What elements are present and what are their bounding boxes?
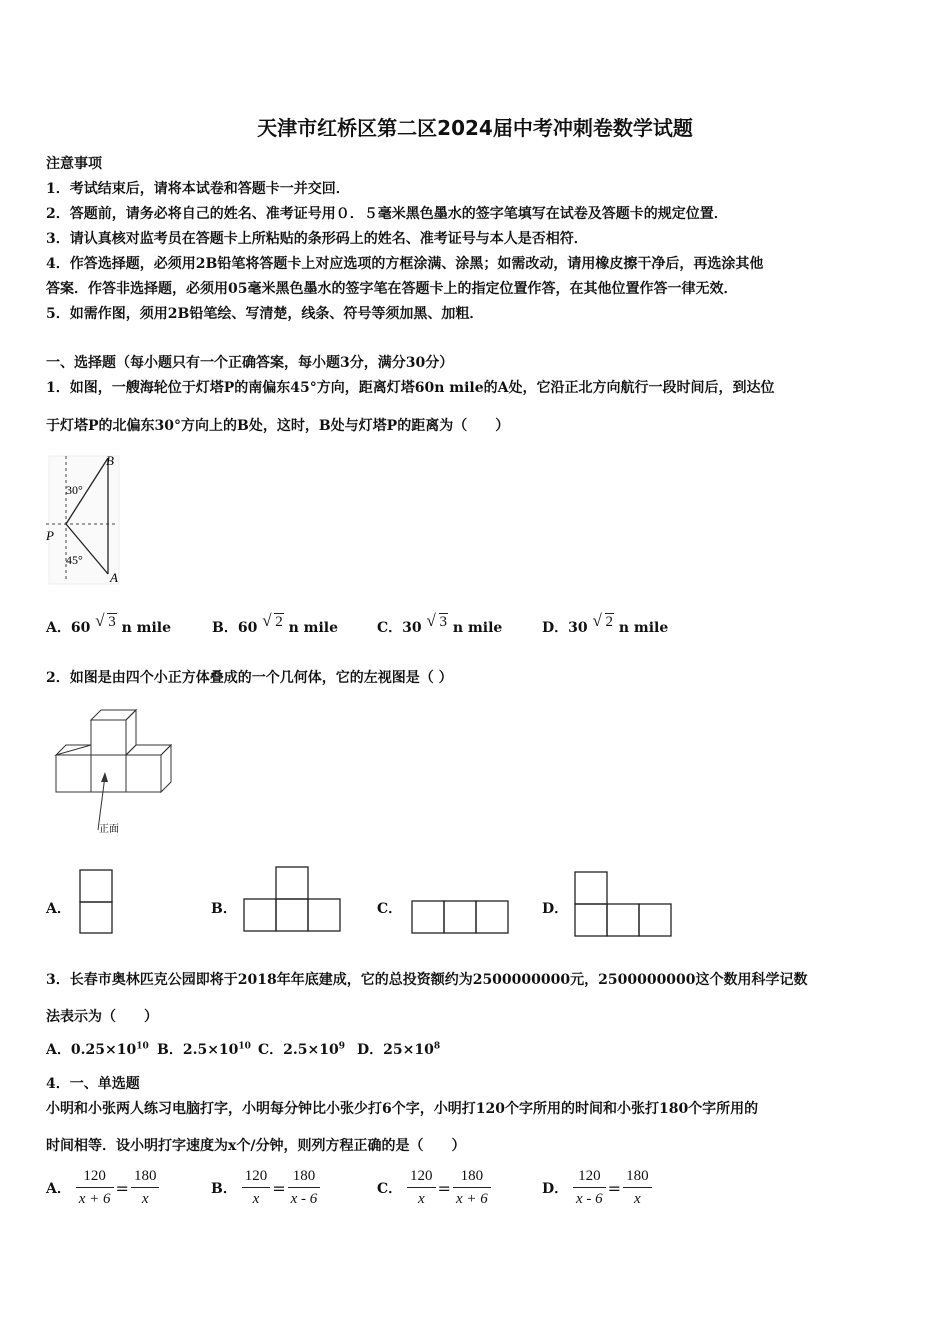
question-4-text: 时间相等．设小明打字速度为x个/分钟，则列方程正确的是（ ） <box>46 1138 466 1154</box>
notice-item: 2．答题前，请务必将自己的姓名、准考证号用０．５毫米黑色墨水的签字笔填写在试卷及答题卡的规定位置． <box>46 206 728 222</box>
question-2-option-a[interactable]: A． <box>46 901 71 917</box>
question-4-option-a[interactable]: A． $\frac{120}{x + 6}$ = $\frac{180}{x}$ <box>46 1168 159 1208</box>
sqrt-symbol: √ 3 <box>426 611 448 630</box>
figure-angle-45: 45° <box>66 553 83 567</box>
fraction: $\frac{120}{x + 6}$ <box>76 1168 114 1208</box>
fraction: $\frac{180}{x + 6}$ <box>453 1168 491 1208</box>
sqrt-symbol: √ 3 <box>95 611 116 630</box>
option-d-view <box>574 871 674 938</box>
option-c-view <box>411 900 511 936</box>
notice-item: 答案．作答非选择题，必须用05毫米黑色墨水的签字笔在答题卡上的指定位置作答，在其他位置作答一律无效． <box>46 281 738 297</box>
question-1-option-c[interactable]: C．30 √ 3 n mile <box>377 611 503 636</box>
fraction: $\frac{180}{x}$ <box>131 1168 160 1208</box>
fraction: $\frac{120}{x - 6}$ <box>573 1168 606 1208</box>
question-4-option-b[interactable]: B． $\frac{120}{x}$ = $\frac{180}{x - 6}$ <box>211 1168 320 1208</box>
question-1-option-a[interactable]: A．60 √ 3 n mile <box>46 611 172 636</box>
fraction: $\frac{120}{x}$ <box>242 1168 271 1208</box>
question-1-text: 1．如图，一艘海轮位于灯塔P的南偏东45°方向，距离灯塔60n mile的A处，它沿正北方向航行一段时间后，到达位 <box>46 380 775 396</box>
question-3-option-c[interactable]: C．$2.5\times 10^9$ <box>258 1041 345 1058</box>
fraction: $\frac{120}{x}$ <box>407 1168 436 1208</box>
question-2-option-c[interactable]: C． <box>377 901 403 917</box>
notice-item: 4．作答选择题，必须用2B铅笔将答题卡上对应选项的方框涂满、涂黑；如需改动，请用橡皮擦干净后，再选涂其他 <box>46 256 764 272</box>
notice-item: 5．如需作图，须用2B铅笔绘、写清楚，线条、符号等须加黑、加粗． <box>46 306 484 322</box>
question-4-option-d[interactable]: D． $\frac{120}{x - 6}$ = $\frac{180}{x}$ <box>542 1168 652 1208</box>
notice-item: 3．请认真核对监考员在答题卡上所粘贴的条形码上的姓名、准考证号与本人是否相符． <box>46 231 588 247</box>
question-2-figure <box>50 708 180 838</box>
question-1-option-d[interactable]: D．30 √ 2 n mile <box>542 611 669 636</box>
figure-label-p: P <box>46 528 54 543</box>
fraction: $\frac{180}{x}$ <box>623 1168 652 1208</box>
sqrt-symbol: √ 2 <box>592 611 613 630</box>
fraction: $\frac{180}{x - 6}$ <box>288 1168 321 1208</box>
question-3-option-d[interactable]: D．$25\times 10^8$ <box>357 1041 441 1058</box>
option-b-view <box>243 866 343 934</box>
option-a-view <box>79 869 115 935</box>
question-4-option-c[interactable]: C． $\frac{120}{x}$ = $\frac{180}{x + 6}$ <box>377 1168 491 1208</box>
question-1-text: 于灯塔P的北偏东30°方向上的B处，这时，B处与灯塔P的距离为（ ） <box>46 418 510 434</box>
figure-label-a: A <box>110 570 118 585</box>
notice-item: 1．考试结束后，请将本试卷和答题卡一并交回． <box>46 181 350 197</box>
question-2-option-b[interactable]: B． <box>211 901 237 917</box>
question-4-text: 小明和小张两人练习电脑打字，小明每分钟比小张少打6个字，小明打120个字所用的时间和小张打180个字所用的 <box>46 1101 759 1117</box>
page-title: 天津市红桥区第二区2024届中考冲刺卷数学试题 <box>257 116 693 140</box>
section-heading: 一、选择题（每小题只有一个正确答案，每小题3分，满分30分） <box>46 355 454 371</box>
figure-label-b: B <box>106 453 114 468</box>
question-3-text: 3．长春市奥林匹克公园即将于2018年年底建成，它的总投资额约为2500000000元，2500000000这个数用科学记数 <box>46 972 808 988</box>
question-1-option-b[interactable]: B．60 √ 2 n mile <box>212 611 338 636</box>
front-label: 正面 <box>99 824 119 835</box>
question-4-heading: 4．一、单选题 <box>46 1076 140 1092</box>
sqrt-symbol: √ 2 <box>262 611 283 630</box>
question-2-option-d[interactable]: D． <box>542 901 569 917</box>
question-3-option-b[interactable]: B．$2.5\times 10^{10}$ <box>157 1041 251 1058</box>
question-1-figure <box>44 450 124 586</box>
question-3-text: 法表示为（ ） <box>46 1009 158 1025</box>
question-2-text: 2．如图是由四个小正方体叠成的一个几何体，它的左视图是（ ） <box>46 670 453 686</box>
notice-heading: 注意事项 <box>46 156 102 172</box>
figure-angle-30: 30° <box>66 483 83 497</box>
question-3-option-a[interactable]: A．$0.25\times 10^{10}$ <box>46 1041 149 1058</box>
